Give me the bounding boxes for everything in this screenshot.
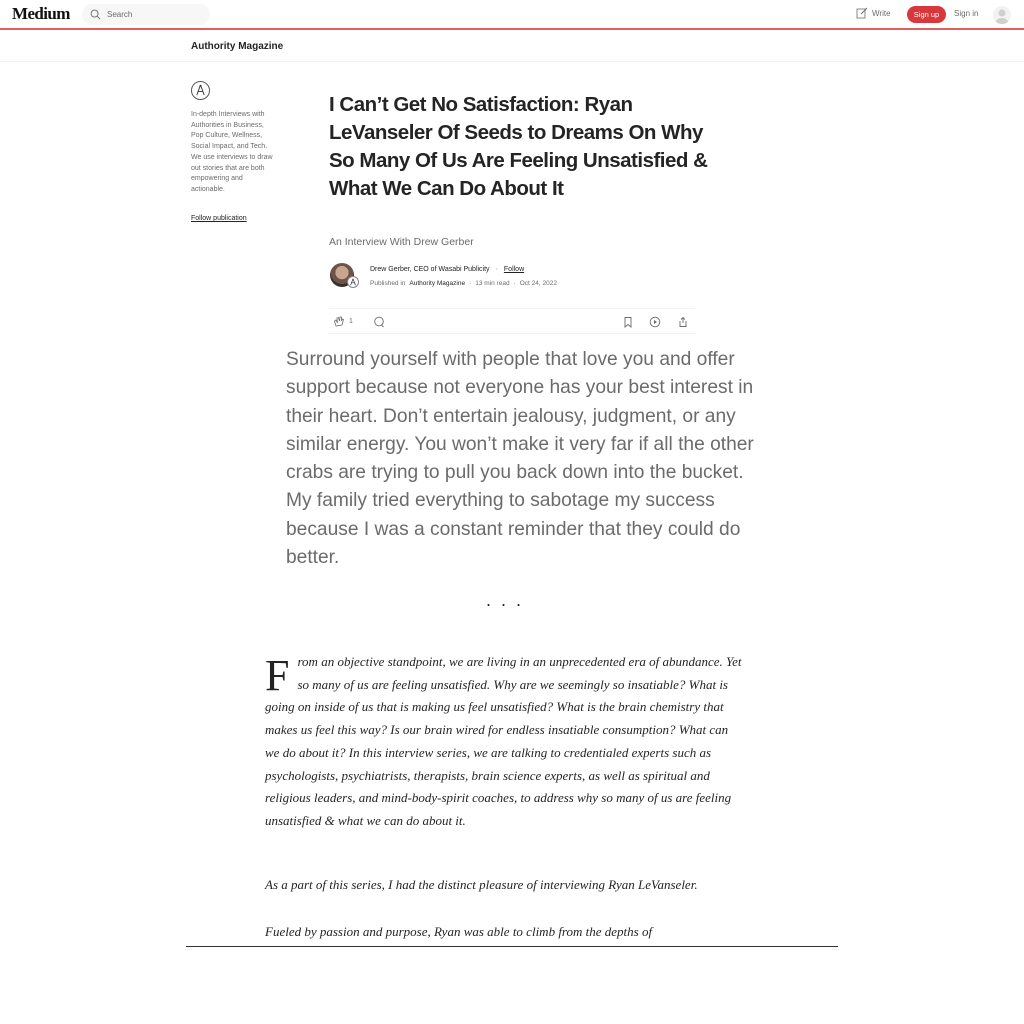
top-navbar xyxy=(0,0,1024,30)
article-title: I Can’t Get No Satisfaction: Ryan LeVanseler Of Seeds to Dreams On Why So Many Of Us Are Feeling Unsatisfied & What We Can Do About It xyxy=(329,93,708,200)
signin-link[interactable]: Sign in xyxy=(954,9,979,18)
write-label: Write xyxy=(872,8,891,18)
dot-separator: · xyxy=(513,280,516,287)
search-icon xyxy=(90,9,101,20)
search-input[interactable] xyxy=(107,10,197,19)
clap-count: 1 xyxy=(349,317,353,325)
follow-author-link[interactable]: Follow xyxy=(503,266,525,273)
divider-line xyxy=(186,946,838,947)
article-meta xyxy=(370,280,557,287)
dot-separator: · xyxy=(469,280,472,287)
search-box[interactable] xyxy=(82,4,210,25)
share-icon xyxy=(677,316,689,328)
user-icon xyxy=(993,6,1011,24)
paragraph-text: rom an objective standpoint, we are living in an unprecedented era of abundance. Yet so many of us are feeling unsatisfied. Why are we seemingly so insatiable? What is going on inside of us that is making us feel unsatisfied? What is the brain chemistry that makes us feel this way? Is our brain wired for endless insatiable consumption? What can we do about it? In this interview series, we are talking to credentialed experts such as psychologists, psychiatrists, therapists, brain science experts, as well as spiritual and religious leaders, and mind-body-spirit coaches, to address why so many of us are feeling unsatisfied & what we can do about it. xyxy=(265,654,742,828)
read-time: 13 min read xyxy=(475,280,510,287)
drop-cap: F xyxy=(265,651,290,700)
clap-button[interactable] xyxy=(333,315,353,327)
listen-button[interactable] xyxy=(649,315,661,333)
user-avatar[interactable] xyxy=(993,6,1011,24)
article-paragraph: Fueled by passion and purpose, Ryan was able to climb from the depths of xyxy=(265,924,653,939)
article-paragraph: As a part of this series, I had the distinct pleasure of interviewing Ryan LeVanseler. xyxy=(265,877,698,892)
section-separator: ... xyxy=(486,590,532,610)
publication-bar xyxy=(0,32,1024,62)
publication-description: In-depth Interviews with Authorities in Business, Pop Culture, Wellness, Social Impact, and Tech. We use interviews to draw out stories that are both empowering and actionable. xyxy=(191,111,273,193)
comment-icon xyxy=(373,316,385,328)
publication-logo[interactable] xyxy=(191,81,210,100)
signup-button[interactable]: Sign up xyxy=(907,6,946,23)
article-subtitle: An Interview With Drew Gerber xyxy=(329,236,474,248)
article-paragraph xyxy=(265,651,745,833)
share-button[interactable] xyxy=(677,315,689,333)
publication-mini-icon xyxy=(349,278,357,286)
play-icon xyxy=(649,316,661,328)
medium-logo[interactable]: Medium xyxy=(12,4,70,23)
clap-icon xyxy=(333,315,345,327)
publication-mini-avatar[interactable] xyxy=(347,276,359,288)
pull-quote: Surround yourself with people that love you and offer support because not everyone has your best interest in their heart. Don’t entertain jealousy, judgment, or any similar energy. You won’t make it very far if all the other crabs are trying to pull you back down into the bucket. My family tried everything to sabotage my success because I was a constant reminder that they could do better. xyxy=(286,349,754,569)
article-action-bar xyxy=(329,308,695,334)
author-line xyxy=(370,266,524,273)
publication-name[interactable]: Authority Magazine xyxy=(191,41,284,52)
publication-logo-icon xyxy=(194,84,207,97)
published-in-label: Published in xyxy=(370,280,406,287)
published-in-publication[interactable]: Authority Magazine xyxy=(409,280,466,287)
write-button[interactable] xyxy=(856,7,891,19)
follow-publication-link[interactable]: Follow publication xyxy=(191,215,247,222)
dot-separator: · xyxy=(495,266,498,273)
save-button[interactable] xyxy=(622,315,634,333)
publish-date: Oct 24, 2022 xyxy=(519,280,557,287)
responses-button[interactable] xyxy=(373,315,385,333)
bookmark-icon xyxy=(622,316,634,328)
author-name[interactable]: Drew Gerber, CEO of Wasabi Publicity xyxy=(370,266,490,273)
write-icon xyxy=(856,7,868,19)
